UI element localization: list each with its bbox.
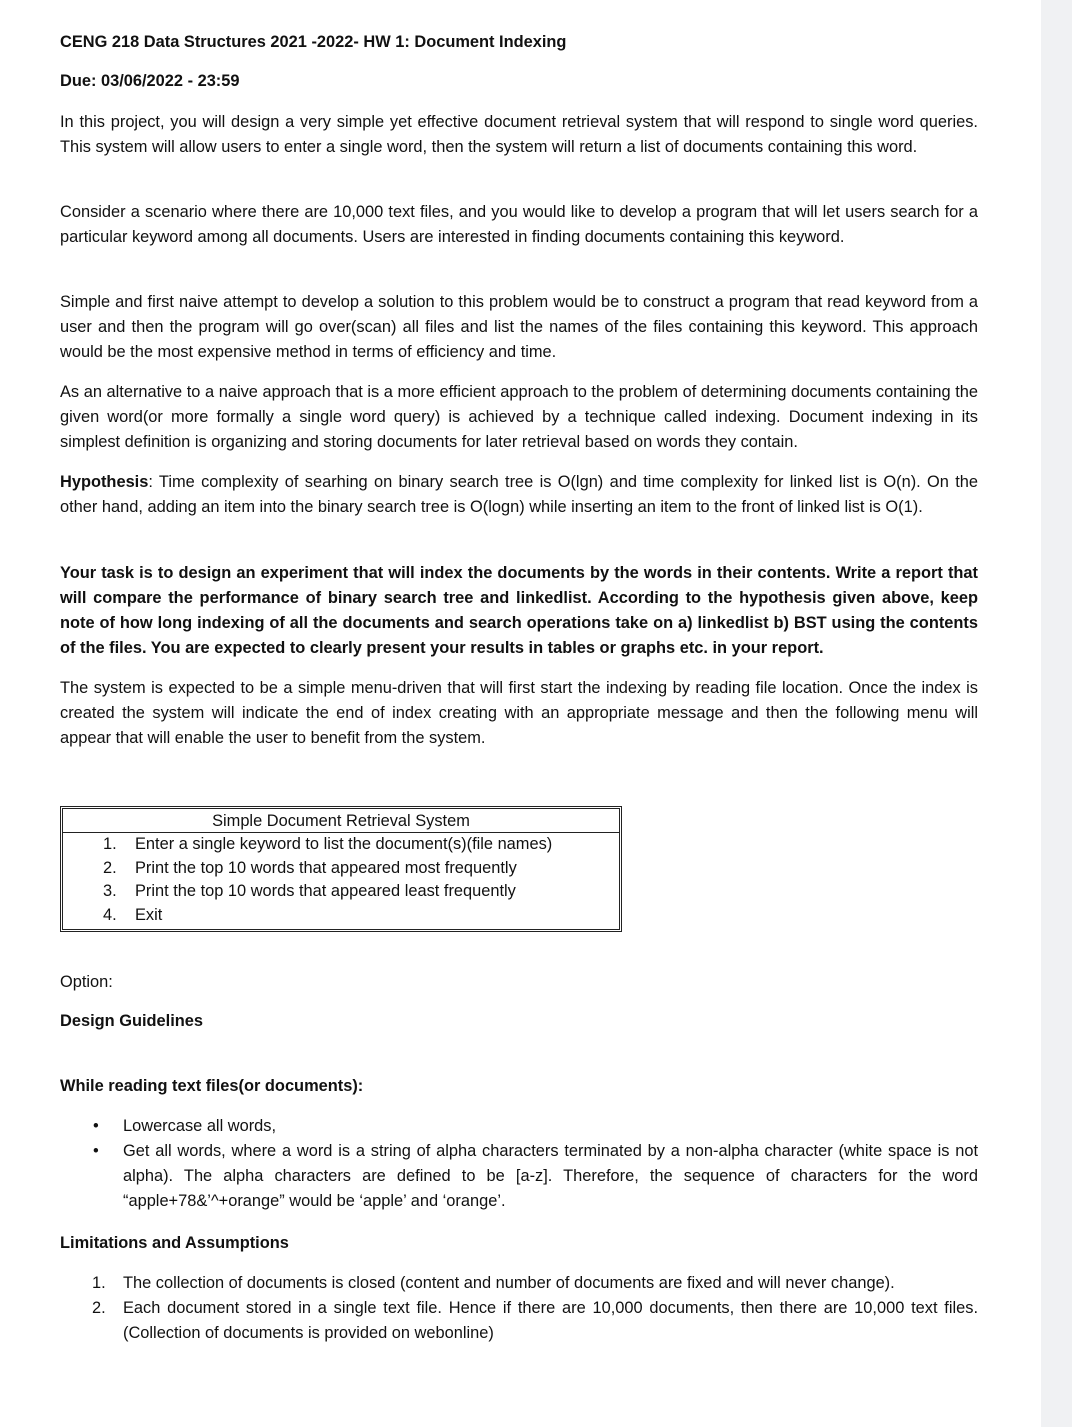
page-gutter	[1041, 0, 1072, 1427]
scenario-paragraph: Consider a scenario where there are 10,000 text files, and you would like to develop a program that will let users search for a particular keyword among all documents. Users are interested in finding documents containing this keyword.	[60, 203, 978, 246]
menu-item	[63, 857, 619, 881]
hypothesis-paragraph	[60, 470, 978, 520]
option-label: Option:	[60, 973, 113, 991]
list-item-number: 2.	[92, 1299, 106, 1317]
menu-item-number: 1.	[103, 835, 117, 853]
document-title: CENG 218 Data Structures 2021 -2022- HW 1: Document Indexing	[60, 33, 567, 51]
reading-files-heading: While reading text files(or documents):	[60, 1077, 364, 1095]
bullet-icon: •	[93, 1117, 99, 1135]
design-guidelines-heading: Design Guidelines	[60, 1012, 203, 1030]
list-item-number: 1.	[92, 1274, 106, 1292]
list-item	[60, 1296, 978, 1346]
reading-bullet-list	[60, 1114, 978, 1214]
list-item	[60, 1139, 978, 1214]
menu-list	[63, 833, 619, 927]
menu-item	[63, 833, 619, 857]
indexing-paragraph: As an alternative to a naive approach that is a more efficient approach to the problem of determining documents containing the given word(or more formally a single word query) is achieved by a technique called indexing. Document indexing in its simplest definition is organizing and storing documents for later retrieval based on words they contain.	[60, 383, 978, 451]
hypothesis-label: Hypothesis	[60, 473, 149, 491]
list-item-text: Each document stored in a single text file. Hence if there are 10,000 documents, then there are 10,000 text files. (Collection of documents is provided on webonline)	[123, 1299, 978, 1342]
menu-item-number: 2.	[103, 858, 117, 877]
due-date: Due: 03/06/2022 - 23:59	[60, 72, 240, 90]
menu-box	[60, 806, 622, 932]
bullet-text: Get all words, where a word is a string of alpha characters terminated by a non-alpha character (white space is not alpha). The alpha characters are defined to be [a-z]. Therefore, the sequence of characters for the word “apple+78&’^+orange” would be ‘apple’ and ‘orange’.	[123, 1142, 978, 1210]
menu-item-label: Enter a single keyword to list the document(s)(file names)	[135, 835, 553, 853]
menu-item-number: 4.	[103, 905, 117, 924]
hypothesis-text: : Time complexity of searhing on binary search tree is O(lgn) and time complexity for linked list is O(n). On the other hand, adding an item into the binary search tree is O(logn) while inserting an item to the front of linked list is O(1).	[60, 473, 978, 516]
naive-approach-paragraph: Simple and first naive attempt to develop a solution to this problem would be to construct a program that read keyword from a user and then the program will go over(scan) all files and list the names of the files containing this keyword. This approach would be the most expensive method in terms of efficiency and time.	[60, 293, 978, 361]
list-item	[60, 1271, 978, 1296]
intro-paragraph: In this project, you will design a very simple yet effective document retrieval system that will respond to single word queries. This system will allow users to enter a single word, then the system will return a list of documents containing this word.	[60, 113, 978, 156]
bullet-text: Lowercase all words,	[123, 1117, 277, 1135]
menu-item-label: Print the top 10 words that appeared most frequently	[135, 858, 517, 877]
limitations-list	[60, 1271, 978, 1346]
system-paragraph: The system is expected to be a simple menu-driven that will first start the indexing by reading file location. Once the index is created the system will indicate the end of index creating with an appropriate message and then the following menu will appear that will enable the user to benefit from the system.	[60, 679, 978, 747]
task-paragraph: Your task is to design an experiment that will index the documents by the words in their contents. Write a report that will compare the performance of binary search tree and linkedlist. According to the hypothesis given above, keep note of how long indexing of all the documents and search operations take on a) linkedlist b) BST using the contents of the files. You are expected to clearly present your results in tables or graphs etc. in your report.	[60, 564, 978, 657]
menu-title: Simple Document Retrieval System	[63, 809, 619, 833]
list-item	[60, 1114, 978, 1139]
menu-item	[63, 904, 619, 928]
menu-item-label: Print the top 10 words that appeared least frequently	[135, 882, 516, 900]
list-item-text: The collection of documents is closed (content and number of documents are fixed and will never change).	[123, 1274, 895, 1292]
menu-item	[63, 880, 619, 904]
menu-item-number: 3.	[103, 882, 117, 900]
limitations-heading: Limitations and Assumptions	[60, 1234, 289, 1252]
bullet-icon: •	[93, 1142, 99, 1160]
menu-item-label: Exit	[135, 905, 163, 924]
